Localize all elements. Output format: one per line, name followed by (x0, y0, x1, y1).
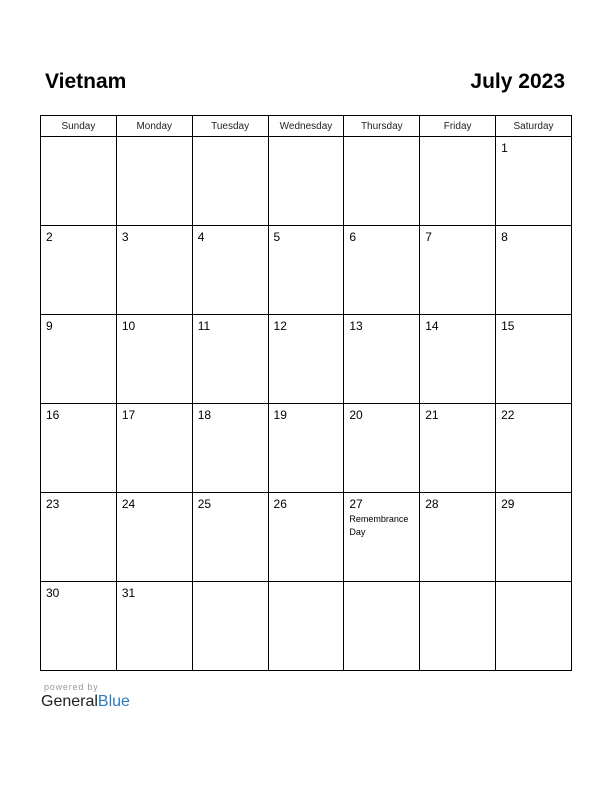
day-number: 7 (425, 230, 432, 244)
calendar-week-row (41, 493, 572, 582)
calendar-day-cell (420, 315, 496, 404)
day-number: 17 (121, 408, 136, 422)
day-number: 13 (349, 319, 363, 333)
day-number: 14 (425, 319, 439, 333)
footer-branding (41, 682, 130, 711)
calendar-day-cell (420, 493, 496, 582)
calendar-day-cell (496, 137, 572, 226)
day-number: 10 (121, 319, 136, 333)
calendar-day-cell (116, 404, 192, 493)
calendar-day-cell (496, 315, 572, 404)
weekday-header: Thursday (344, 116, 420, 137)
calendar-week-row (41, 137, 572, 226)
calendar-day-cell (116, 226, 192, 315)
day-number (41, 137, 116, 141)
day-number: 18 (197, 408, 212, 422)
calendar-day-cell (192, 226, 268, 315)
day-number: 25 (197, 497, 212, 511)
day-number: 28 (425, 497, 439, 511)
calendar-day-cell (192, 582, 268, 671)
day-number: 24 (121, 497, 136, 511)
powered-by-text: powered by (44, 682, 99, 692)
day-number: 9 (46, 319, 53, 333)
day-number: 29 (501, 497, 515, 511)
calendar-day-cell (344, 226, 420, 315)
calendar-day-cell (420, 137, 496, 226)
country-title: Vietnam (45, 70, 127, 93)
calendar-day-cell (41, 315, 117, 404)
day-number: 16 (46, 408, 60, 422)
weekday-header: Saturday (496, 116, 572, 137)
day-number: 11 (197, 319, 211, 333)
day-number (193, 137, 268, 141)
weekday-header: Sunday (41, 116, 117, 137)
weekday-header: Friday (420, 116, 496, 137)
calendar-day-cell (192, 404, 268, 493)
day-number: 20 (349, 408, 363, 422)
calendar-day-cell (116, 582, 192, 671)
day-number: 26 (273, 497, 287, 511)
day-number: 31 (121, 586, 136, 600)
calendar-day-cell (41, 493, 117, 582)
day-number (193, 582, 268, 586)
calendar-day-cell (420, 226, 496, 315)
calendar-day-cell (116, 315, 192, 404)
calendar-day-cell (344, 582, 420, 671)
day-number (344, 582, 419, 586)
day-number: 6 (349, 230, 357, 244)
day-number: 27 (349, 497, 363, 511)
calendar-day-cell (344, 493, 420, 582)
day-number: 2 (46, 230, 53, 244)
brand-general-text: General (41, 693, 98, 710)
day-number: 23 (46, 497, 60, 511)
day-number (117, 137, 192, 141)
month-title: July 2023 (470, 70, 565, 93)
day-number: 1 (501, 141, 508, 155)
day-number (269, 137, 344, 141)
calendar-week-row (41, 226, 572, 315)
calendar-day-cell (192, 493, 268, 582)
day-number: 21 (425, 408, 439, 422)
brand-blue-text: Blue (97, 693, 130, 710)
calendar-day-cell (496, 404, 572, 493)
calendar-week-row (41, 404, 572, 493)
day-number: 30 (46, 586, 60, 600)
brand-logo (41, 693, 130, 711)
calendar-day-cell (268, 137, 344, 226)
weekday-header: Wednesday (268, 116, 344, 137)
calendar-day-cell (420, 582, 496, 671)
day-number (420, 137, 495, 141)
calendar-grid (40, 115, 572, 671)
day-number (344, 137, 419, 141)
calendar-week-row (41, 582, 572, 671)
calendar-day-cell (116, 493, 192, 582)
calendar-day-cell (192, 315, 268, 404)
calendar-day-cell (344, 137, 420, 226)
calendar-day-cell (268, 404, 344, 493)
day-number: 4 (197, 230, 205, 244)
calendar-day-cell (268, 582, 344, 671)
calendar-day-cell (116, 137, 192, 226)
weekday-header: Monday (116, 116, 192, 137)
holiday-label: Remembrance Day (349, 514, 409, 537)
day-number: 15 (501, 319, 515, 333)
day-number: 12 (273, 319, 287, 333)
weekday-header: Tuesday (192, 116, 268, 137)
calendar-day-cell (41, 137, 117, 226)
calendar-day-cell (41, 226, 117, 315)
calendar-day-cell (41, 582, 117, 671)
calendar-day-cell (496, 582, 572, 671)
calendar-week-row (41, 315, 572, 404)
day-number: 8 (501, 230, 508, 244)
day-number (269, 582, 344, 586)
calendar-day-cell (344, 315, 420, 404)
calendar-day-cell (268, 493, 344, 582)
calendar-day-cell (268, 315, 344, 404)
day-number: 5 (273, 230, 281, 244)
calendar-day-cell (268, 226, 344, 315)
day-number: 19 (273, 408, 287, 422)
day-number: 3 (121, 230, 129, 244)
calendar-day-cell (41, 404, 117, 493)
calendar-day-cell (496, 493, 572, 582)
calendar-day-cell (344, 404, 420, 493)
calendar-day-cell (420, 404, 496, 493)
calendar-day-cell (192, 137, 268, 226)
weekday-header-row (41, 116, 572, 137)
day-number (496, 582, 571, 586)
day-number (420, 582, 495, 586)
day-number: 22 (501, 408, 515, 422)
calendar-day-cell (496, 226, 572, 315)
